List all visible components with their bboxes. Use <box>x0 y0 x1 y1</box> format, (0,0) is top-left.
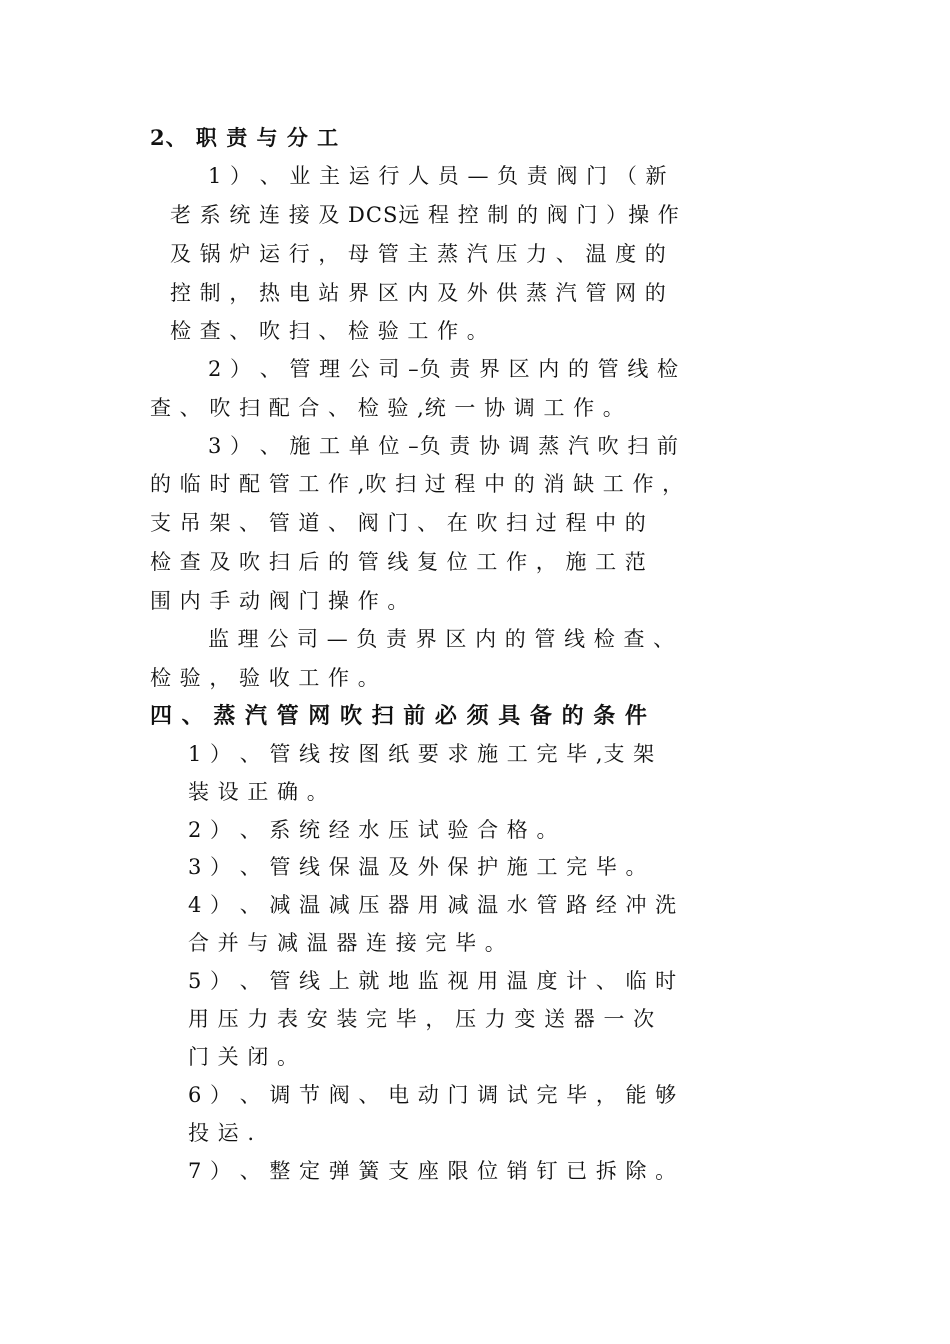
section-4-item-6-line-2: 投 运 . <box>188 1121 256 1145</box>
section-4-item-1-line-2: 装 设 正 确 。 <box>188 780 329 804</box>
section-4-item-5-line-3: 门 关 闭 。 <box>188 1045 300 1069</box>
section-4-item-1-line-1: 1 ） 、 管 线 按 图 纸 要 求 施 工 完 毕 ,支 架 <box>188 742 656 766</box>
section-4-item-2-line-1: 2 ） 、 系 统 经 水 压 试 验 合 格 。 <box>188 818 559 842</box>
section-4-item-6-line-1: 6 ） 、 调 节 阀 、 电 动 门 调 试 完 毕 ， 能 够 <box>188 1083 678 1107</box>
section-4-item-4-line-1: 4 ） 、 减 温 减 压 器 用 减 温 水 管 路 经 冲 洗 <box>188 893 678 917</box>
section-2-item-1-line-4: 控 制 ， 热 电 站 界 区 内 及 外 供 蒸 汽 管 网 的 <box>170 281 667 305</box>
section-2-item-1-line-3: 及 锅 炉 运 行 ， 母 管 主 蒸 汽 压 力 、 温 度 的 <box>170 242 667 266</box>
section-2-item-3-line-1: 3 ） 、 施 工 单 位 –负 责 协 调 蒸 汽 吹 扫 前 <box>208 434 679 458</box>
section-4-item-5-line-2: 用 压 力 表 安 装 完 毕 ， 压 力 变 送 器 一 次 <box>188 1007 656 1031</box>
section-4-item-7-line-1: 7 ） 、 整 定 弹 簧 支 座 限 位 销 钉 已 拆 除 。 <box>188 1159 678 1183</box>
section-2-item-2-line-1: 2 ） 、 管 理 公 司 –负 责 界 区 内 的 管 线 检 <box>208 357 679 381</box>
section-4-item-5-line-1: 5 ） 、 管 线 上 就 地 监 视 用 温 度 计 、 临 时 <box>188 969 678 993</box>
section-4-heading: 四 、 蒸 汽 管 网 吹 扫 前 必 须 具 备 的 条 件 <box>150 703 648 729</box>
section-2-item-4-line-1: 监 理 公 司 — 负 责 界 区 内 的 管 线 检 查 、 <box>208 627 676 651</box>
section-4-item-4-line-2: 合 并 与 减 温 器 连 接 完 毕 。 <box>188 931 507 955</box>
section-2-item-3-line-5: 围 内 手 动 阀 门 操 作 。 <box>150 589 410 613</box>
section-2-item-3-line-3: 支 吊 架 、 管 道 、 阀 门 、 在 吹 扫 过 程 中 的 <box>150 511 647 535</box>
section-2-item-1-line-5: 检 查 、 吹 扫 、 检 验 工 作 。 <box>170 319 489 343</box>
section-2-item-2-line-2: 查 、 吹 扫 配 合 、 检 验 ,统 一 协 调 工 作 。 <box>150 396 625 420</box>
section-2-item-3-line-4: 检 查 及 吹 扫 后 的 管 线 复 位 工 作 ， 施 工 范 <box>150 550 647 574</box>
section-2-item-1-line-1: 1 ） 、 业 主 运 行 人 员 — 负 责 阀 门 （ 新 <box>208 164 668 188</box>
section-2-item-4-line-2: 检 验 ， 验 收 工 作 。 <box>150 666 380 690</box>
section-2-heading: 2、 职 责 与 分 工 <box>150 125 340 150</box>
section-2-item-1-line-2: 老 系 统 连 接 及 DCS远 程 控 制 的 阀 门 ）操 作 <box>170 203 680 227</box>
section-4-item-3-line-1: 3 ） 、 管 线 保 温 及 外 保 护 施 工 完 毕 。 <box>188 855 648 879</box>
section-2-item-3-line-2: 的 临 时 配 管 工 作 ,吹 扫 过 程 中 的 消 缺 工 作 ， <box>150 472 685 496</box>
